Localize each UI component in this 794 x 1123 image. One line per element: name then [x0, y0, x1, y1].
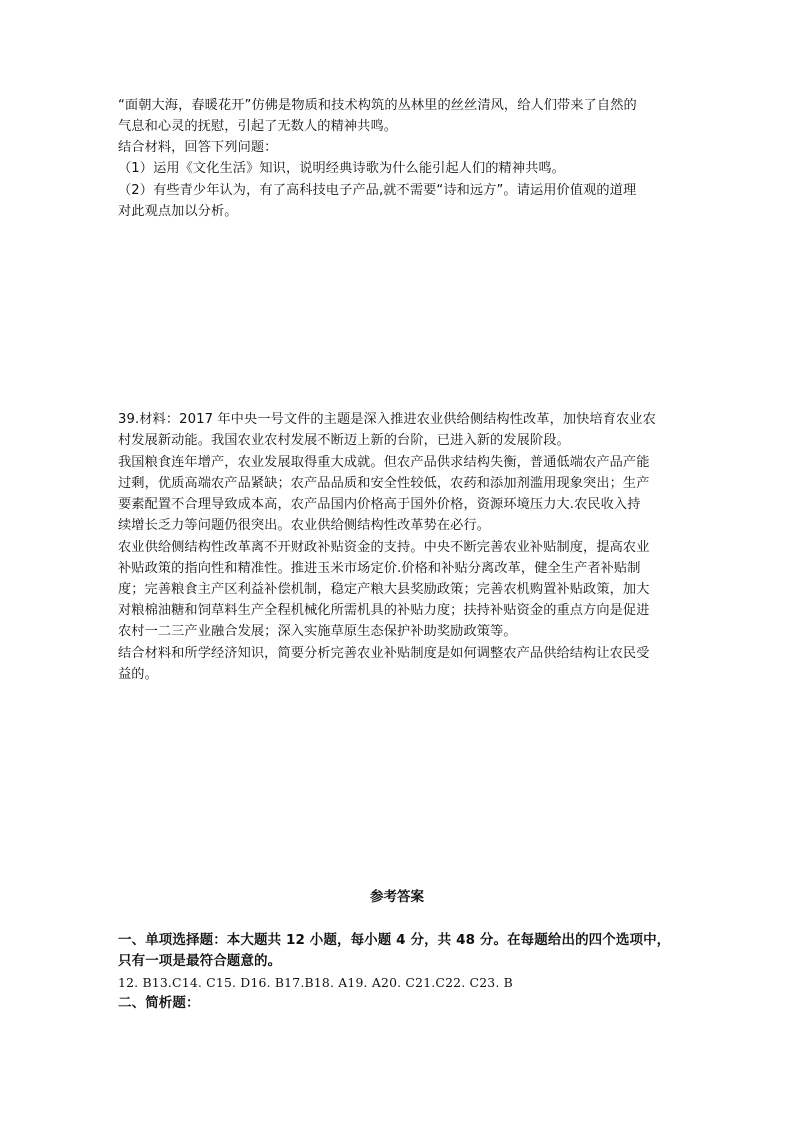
- q38-material-line-1: “面朝大海，春暖花开”仿佛是物质和技术构筑的丛林里的丝丝清风，给人们带来了自然的: [118, 98, 637, 113]
- q38-material-line-2: 气息和心灵的抚慰，引起了无数人的精神共鸣。: [118, 119, 398, 134]
- q39-material-line-7: 农业供给侧结构性改革离不开财政补贴资金的支持。中央不断完善农业补贴制度，提高农业: [118, 540, 650, 555]
- q38-subquestion-2-line-1: （2）有些青少年认为，有了高科技电子产品,就不需要“诗和远方”。请运用价值观的道理: [118, 183, 637, 198]
- q38-instruction: 结合材料，回答下列问题：: [118, 140, 278, 155]
- answers-title: 参考答案: [370, 889, 424, 905]
- q39-material-line-10: 对粮棉油糖和饲草料生产全程机械化所需机具的补贴力度；扶持补贴资金的重点方向是促进: [118, 603, 650, 618]
- q39-material-line-9: 度；完善粮食主产区利益补偿机制，稳定产粮大县奖励政策；完善农机购置补贴政策，加大: [118, 582, 650, 597]
- q39-material-line-6: 续增长乏力等问题仍很突出。农业供给侧结构性改革势在必行。: [118, 518, 491, 533]
- q39-material-line-1: 39.材料：2017 年中央一号文件的主题是深入推进农业供给侧结构性改革，加快培育农业农: [118, 412, 656, 427]
- q39-question-line-2: 益的。: [118, 667, 158, 682]
- q39-material-line-8: 补贴政策的指向性和精准性。推进玉米市场定价.价格和补贴分离改革，健全生产者补贴制: [118, 561, 641, 576]
- q39-material-line-5: 要素配置不合理导致成本高，农产品国内价格高于国外价格，资源环境压力大.农民收入持: [118, 497, 641, 512]
- answers-section-1-heading-line-1: 一、单项选择题：本大题共 12 小题，每小题 4 分，共 48 分。在每题给出的四个选项中，: [118, 932, 671, 948]
- q39-material-line-2: 村发展新动能。我国农业农村发展不断迈上新的台阶，已进入新的发展阶段。: [118, 433, 570, 448]
- q39-question-line-1: 结合材料和所学经济知识，简要分析完善农业补贴制度是如何调整农产品供给结构让农民受: [118, 646, 650, 661]
- q38-subquestion-1: （1）运用《文化生活》知识，说明经典诗歌为什么能引起人们的精神共鸣。: [118, 161, 565, 176]
- q39-material-line-11: 农村一二三产业融合发展；深入实施草原生态保护补助奖励政策等。: [118, 624, 517, 639]
- answers-section-2-heading: 二、简析题：: [118, 995, 200, 1011]
- answers-section-1-heading-line-2: 只有一项是最符合题意的。: [118, 953, 282, 969]
- q39-material-line-3: 我国粮食连年增产，农业发展取得重大成就。但农产品供求结构失衡，普通低端农产品产能: [118, 455, 650, 470]
- answers-choice-list: 12. B13.C14. C15. D16. B17.B18. A19. A20. C21.C22. C23. B: [118, 975, 513, 990]
- q39-material-line-4: 过剩，优质高端农产品紧缺；农产品品质和安全性较低，农药和添加剂滥用现象突出；生产: [118, 476, 650, 491]
- q38-subquestion-2-line-2: 对此观点加以分析。: [118, 204, 238, 219]
